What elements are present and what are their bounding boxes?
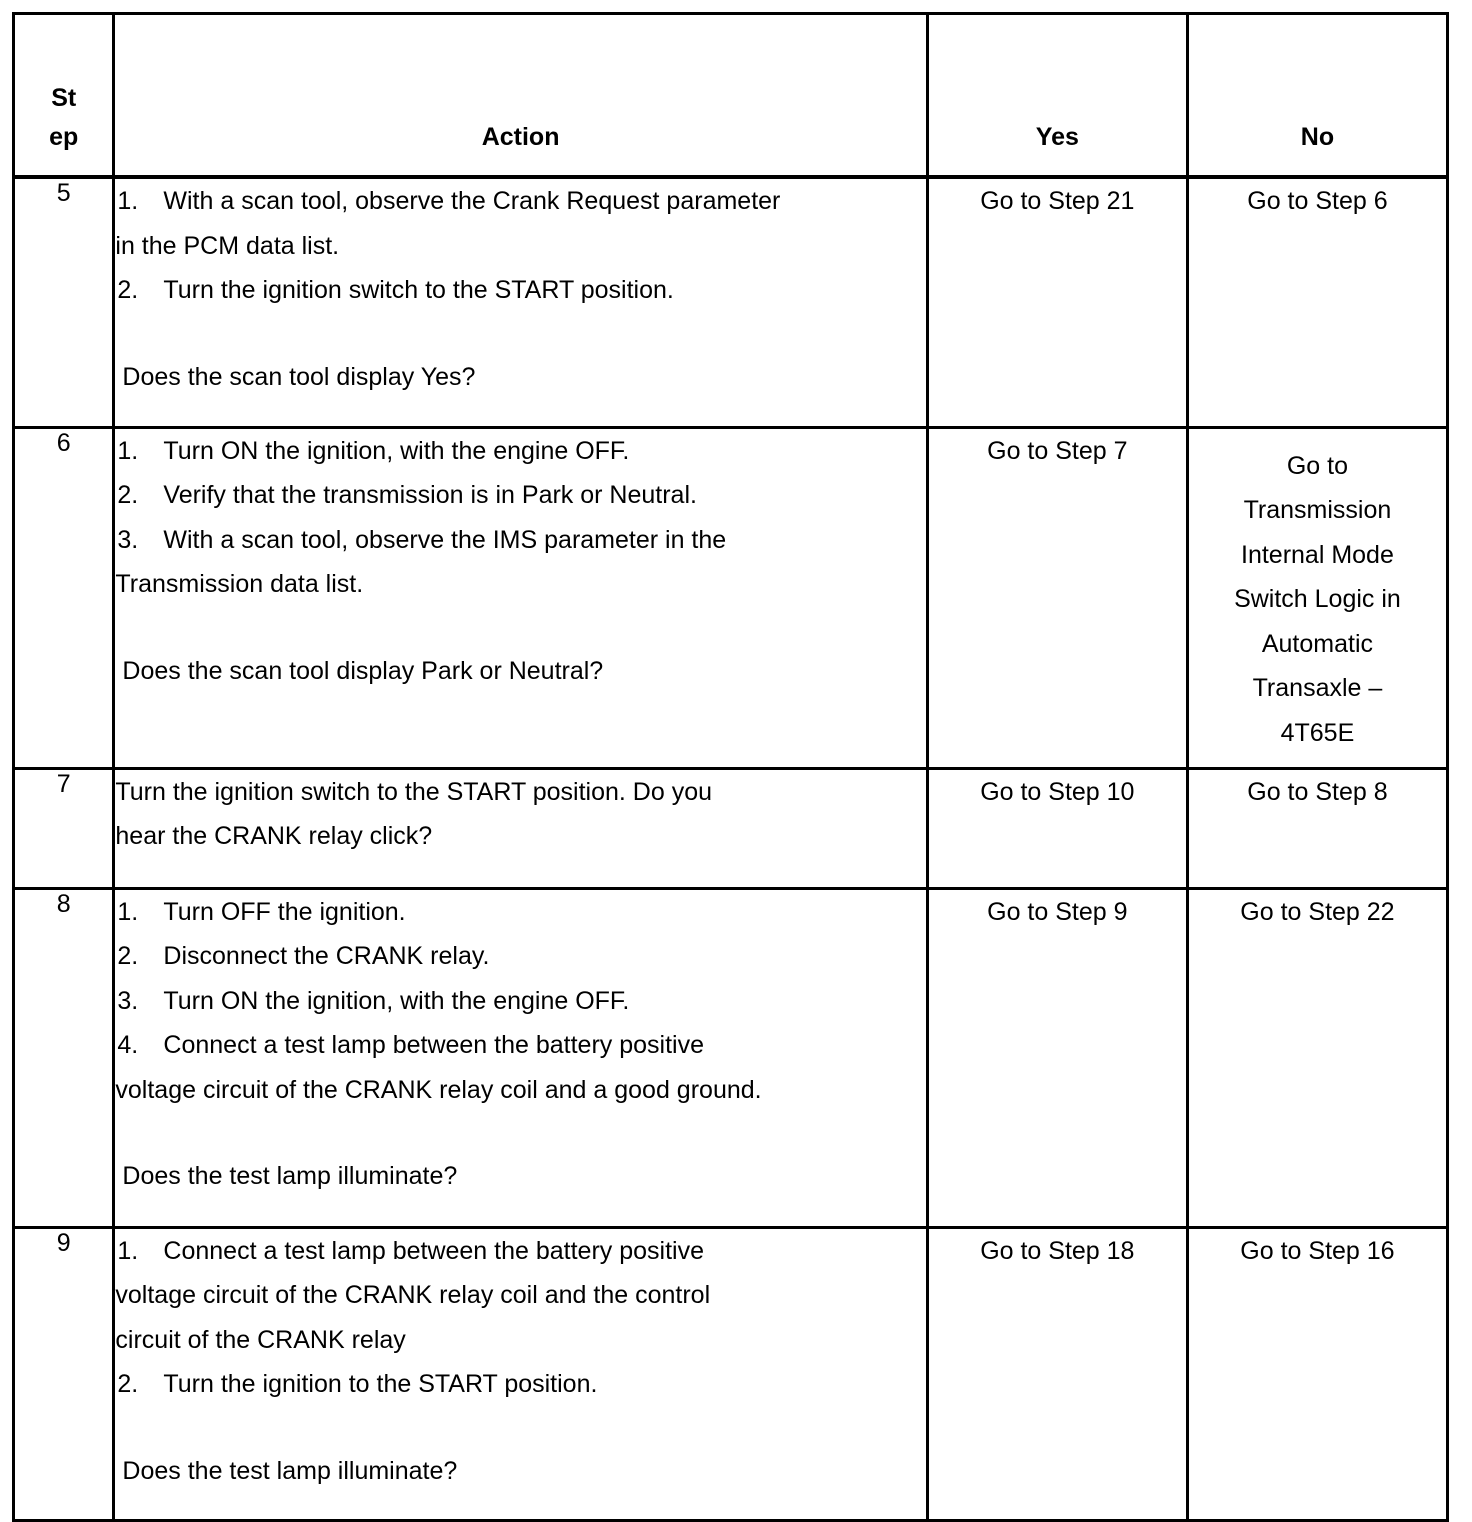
no-cell: Go to Step 16 <box>1187 1227 1447 1520</box>
yes-cell: Go to Step 18 <box>927 1227 1187 1520</box>
list-item <box>115 1023 925 1068</box>
item-number: 2. <box>117 1370 139 1398</box>
list-item <box>115 473 925 518</box>
yes-cell: Go to Step 10 <box>927 768 1187 888</box>
table-row <box>14 177 1448 427</box>
list-item <box>115 934 925 979</box>
table-row <box>14 888 1448 1227</box>
yes-cell: Go to Step 7 <box>927 427 1187 768</box>
list-item <box>115 179 925 224</box>
item-text: Turn the ignition to the START position. <box>163 1370 598 1398</box>
list-item <box>115 268 925 313</box>
item-text: Connect a test lamp between the battery positive <box>163 1236 704 1265</box>
question-text: Does the test lamp illuminate? <box>122 1162 458 1190</box>
list-item <box>115 1318 925 1363</box>
no-cell: Go to Step 6 <box>1187 177 1447 427</box>
no-cell <box>1187 427 1447 768</box>
no-line: Transmission <box>1243 496 1392 524</box>
list-item <box>115 1273 925 1318</box>
action-cell <box>114 1227 927 1520</box>
question-text: Does the scan tool display Park or Neutral? <box>122 656 604 685</box>
step-number: 8 <box>14 888 114 1227</box>
action-cell <box>114 888 927 1227</box>
item-text: Turn ON the ignition, with the engine OFF. <box>163 986 630 1015</box>
item-number: 1. <box>117 436 139 465</box>
header-action: Action <box>114 14 927 178</box>
list-item <box>115 1362 925 1407</box>
item-number: 1. <box>117 1236 139 1265</box>
item-text: Turn the ignition switch to the START position. <box>163 276 674 304</box>
item-text: in the PCM data list. <box>115 231 340 260</box>
yes-cell: Go to Step 21 <box>927 177 1187 427</box>
list-item <box>115 1068 925 1113</box>
item-number: 1. <box>117 897 139 926</box>
item-number: 2. <box>117 942 139 970</box>
list-item <box>115 224 925 269</box>
table-body <box>14 177 1448 1520</box>
step-number: 7 <box>14 768 114 888</box>
list-item <box>115 562 925 607</box>
question-text: Does the scan tool display Yes? <box>122 362 476 391</box>
header-row <box>14 14 1448 178</box>
header-no: No <box>1187 14 1447 178</box>
table-row <box>14 768 1448 888</box>
no-line: Go to <box>1286 451 1349 480</box>
item-text: With a scan tool, observe the Crank Request parameter <box>163 187 781 215</box>
item-number: 1. <box>117 187 139 215</box>
header-step: St ep <box>14 14 114 178</box>
no-line: Transaxle – <box>1252 674 1383 702</box>
no-cell: Go to Step 22 <box>1187 888 1447 1227</box>
step-number: 6 <box>14 427 114 768</box>
item-text: voltage circuit of the CRANK relay coil and the control <box>115 1281 711 1309</box>
item-number: 2. <box>117 481 139 509</box>
list-item <box>115 518 925 563</box>
item-number: 4. <box>117 1031 139 1059</box>
item-text: circuit of the CRANK relay <box>115 1325 406 1354</box>
list-item <box>115 979 925 1024</box>
item-number: 2. <box>117 276 139 304</box>
item-text: Verify that the transmission is in Park or Neutral. <box>163 481 697 509</box>
action-cell <box>114 427 927 768</box>
no-line: Internal Mode <box>1241 540 1394 569</box>
question-text: Does the test lamp illuminate? <box>122 1456 458 1485</box>
table-header <box>14 14 1448 178</box>
action-line: hear the CRANK relay click? <box>115 822 433 850</box>
action-cell <box>114 177 927 427</box>
no-line: Automatic <box>1261 629 1374 658</box>
item-text: Connect a test lamp between the battery positive <box>163 1031 704 1059</box>
item-text: Transmission data list. <box>115 570 364 598</box>
no-line: 4T65E <box>1280 718 1355 747</box>
item-text: With a scan tool, observe the IMS parameter in the <box>163 525 727 554</box>
table-row <box>14 1227 1448 1520</box>
yes-cell: Go to Step 9 <box>927 888 1187 1227</box>
list-item <box>115 429 925 474</box>
item-number: 3. <box>117 525 139 554</box>
action-line: Turn the ignition switch to the START position. Do you <box>115 777 713 806</box>
item-text: Turn ON the ignition, with the engine OFF. <box>163 436 630 465</box>
step-number: 5 <box>14 177 114 427</box>
diagnostic-table <box>12 12 1449 1522</box>
item-text: voltage circuit of the CRANK relay coil and a good ground. <box>115 1075 762 1104</box>
list-item <box>115 1229 925 1274</box>
no-cell: Go to Step 8 <box>1187 768 1447 888</box>
item-number: 3. <box>117 986 139 1015</box>
item-text: Turn OFF the ignition. <box>163 897 406 926</box>
step-number: 9 <box>14 1227 114 1520</box>
header-yes: Yes <box>927 14 1187 178</box>
table-row <box>14 427 1448 768</box>
list-item <box>115 890 925 935</box>
no-line: Switch Logic in <box>1234 585 1401 613</box>
action-cell <box>114 768 927 888</box>
item-text: Disconnect the CRANK relay. <box>163 942 490 970</box>
